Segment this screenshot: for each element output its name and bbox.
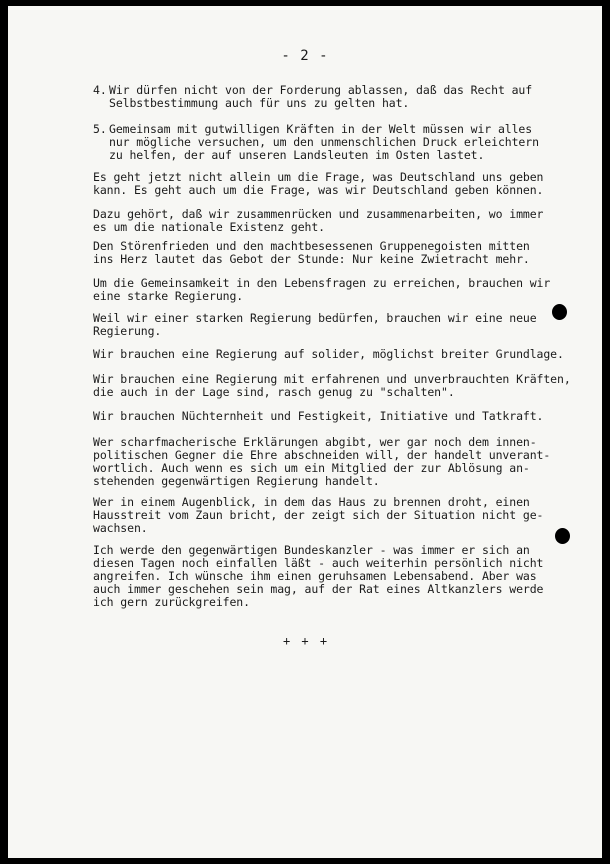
paragraph-line: angreifen. Ich wünsche ihm einen geruhsamen Lebensabend. Aber was <box>93 569 537 583</box>
paragraph-line: Um die Gemeinsamkeit in den Lebensfragen zu erreichen, brauchen wir <box>93 276 551 290</box>
paragraph-line: Ich werde den gegenwärtigen Bundeskanzler - was immer er sich an <box>93 543 530 557</box>
paragraph-line: Wir brauchen Nüchternheit und Festigkeit, Initiative und Tatkraft. <box>93 409 544 423</box>
paragraph-line: Wir brauchen eine Regierung mit erfahrenen und unverbrauchten Kräften, <box>93 372 571 386</box>
paragraph <box>93 373 588 399</box>
numbered-paragraph-4 <box>93 84 588 110</box>
paragraph-line: wachsen. <box>93 521 148 535</box>
paragraph <box>93 410 588 423</box>
paragraph-line: Gemeinsam mit gutwilligen Kräften in der Welt müssen wir alles <box>109 122 533 136</box>
paragraph-line: nur mögliche versuchen, um den unmenschlichen Druck erleichtern <box>109 135 539 149</box>
paragraph-line: wortlich. Auch wenn es sich um ein Mitglied der zur Ablösung an- <box>93 461 530 475</box>
paragraph <box>93 496 588 535</box>
numbered-paragraph-5 <box>93 123 588 162</box>
paragraph <box>93 277 588 303</box>
punch-hole-top <box>552 304 567 320</box>
paragraph <box>93 348 588 361</box>
paragraph-line: stehenden gegenwärtigen Regierung handelt. <box>93 474 380 488</box>
paragraph-line: Selbstbestimmung auch für uns zu gelten hat. <box>109 96 410 110</box>
paragraph <box>93 544 588 609</box>
paragraph-line: Hausstreit vom Zaun bricht, der zeigt sich der Situation nicht ge- <box>93 508 544 522</box>
paragraph-line: Dazu gehört, daß wir zusammenrücken und zusammenarbeiten, wo immer <box>93 207 544 221</box>
paragraph-line: diesen Tagen noch einfallen läßt - auch weiterhin persönlich nicht <box>93 556 544 570</box>
paragraph-line: die auch in der Lage sind, rasch genug zu "schalten". <box>93 385 455 399</box>
punch-hole-bottom <box>555 528 570 544</box>
end-mark: + + + <box>282 634 328 648</box>
paragraph-line: ich gern zurückgreifen. <box>93 595 250 609</box>
paragraph <box>93 436 588 488</box>
paragraph-line: zu helfen, der auf unseren Landsleuten im Osten lastet. <box>109 148 485 162</box>
page-number: - 2 - <box>281 48 329 64</box>
paragraph-line: ins Herz lautet das Gebot der Stunde: Nur keine Zwietracht mehr. <box>93 252 530 266</box>
paragraph <box>93 240 588 266</box>
paragraph-line: Weil wir einer starken Regierung bedürfen, brauchen wir eine neue <box>93 311 537 325</box>
paragraph-line: kann. Es geht auch um die Frage, was wir Deutschland geben können. <box>93 183 544 197</box>
paragraph <box>93 171 588 197</box>
item-number: 5. <box>93 122 107 136</box>
item-number: 4. <box>93 83 107 97</box>
paragraph-line: Wer scharfmacherische Erklärungen abgibt, wer gar noch dem innen- <box>93 435 537 449</box>
paragraph-line: Es geht jetzt nicht allein um die Frage, was Deutschland uns geben <box>93 170 544 184</box>
paragraph-line: auch immer geschehen sein mag, auf der Rat eines Altkanzlers werde <box>93 582 544 596</box>
paragraph-line: Regierung. <box>93 324 162 338</box>
paragraph-line: Wer in einem Augenblick, in dem das Haus zu brennen droht, einen <box>93 495 530 509</box>
document-page <box>8 6 602 858</box>
paragraph-line: eine starke Regierung. <box>93 289 244 303</box>
paragraph-line: Wir brauchen eine Regierung auf solider, möglichst breiter Grundlage. <box>93 347 564 361</box>
paragraph-line: Den Störenfrieden und den machtbesessenen Gruppenegoisten mitten <box>93 239 530 253</box>
paragraph <box>93 312 588 338</box>
paragraph-line: politischen Gegner die Ehre abschneiden will, der handelt unverant- <box>93 448 551 462</box>
paragraph-line: Wir dürfen nicht von der Forderung ablassen, daß das Recht auf <box>109 83 533 97</box>
paragraph-line: es um die nationale Existenz geht. <box>93 220 326 234</box>
paragraph <box>93 208 588 234</box>
